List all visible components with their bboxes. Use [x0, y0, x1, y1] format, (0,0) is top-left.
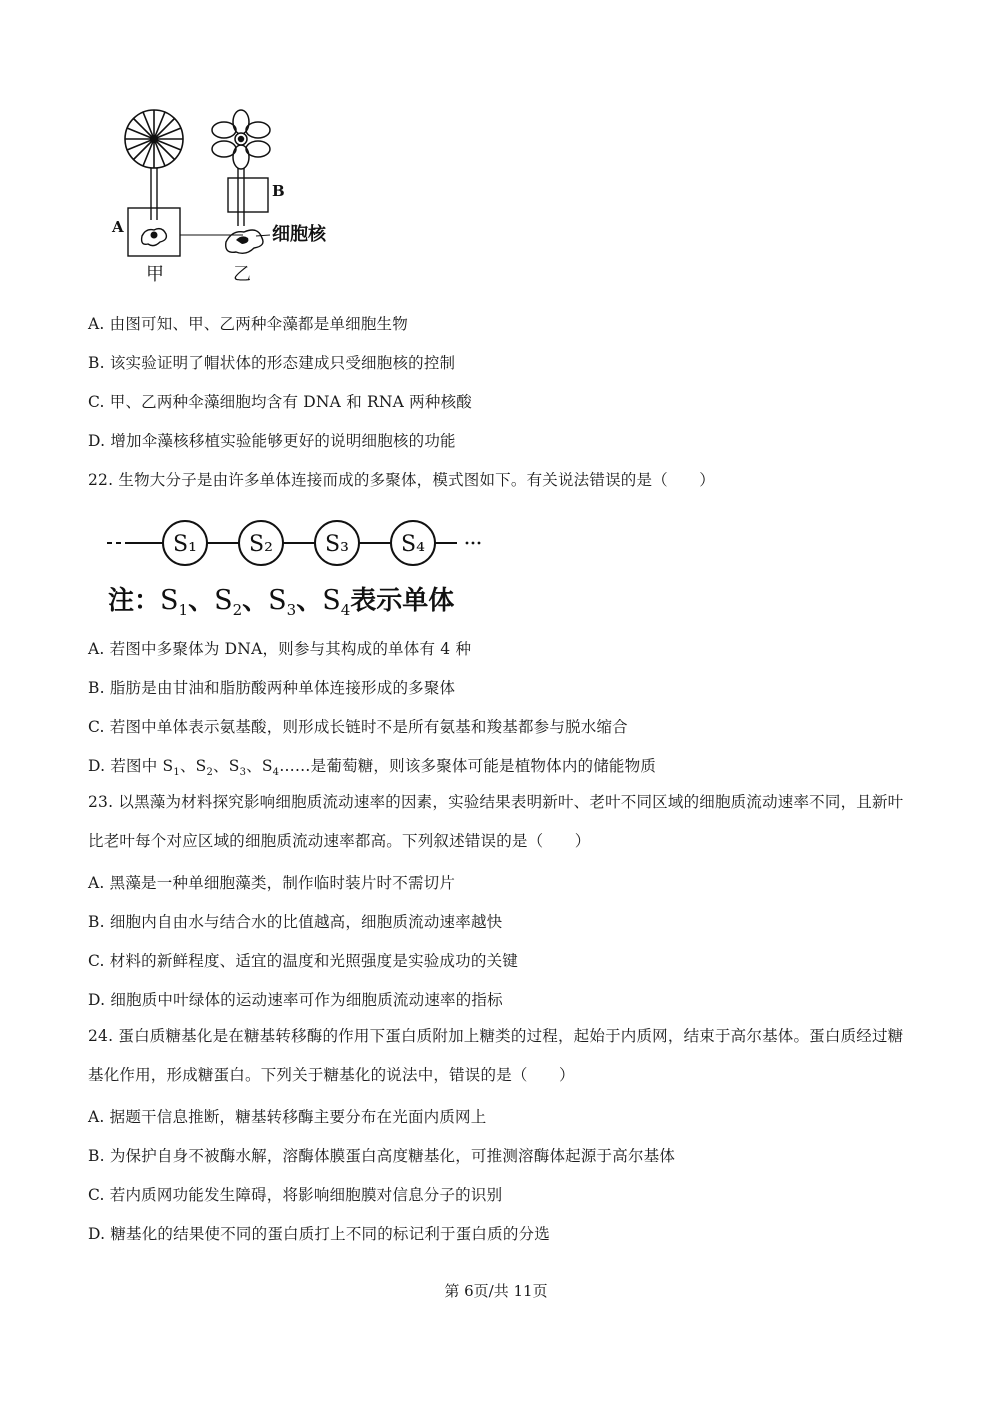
- monomer-label: S₃: [325, 532, 349, 557]
- label-jia: 甲: [146, 264, 164, 285]
- q22-option-d: D. 若图中 $S_1$、$S_2$、$S_3$、$S_4\dots\dots$是葡萄糖，则该多聚体可能是植物体内的储能物质: [88, 757, 657, 779]
- label-nucleus: 细胞核: [272, 224, 326, 245]
- cap-yi: [212, 110, 270, 169]
- q23-stem: 23. 以黑藻为材料探究影响细胞质流动速率的因素，实验结果表明新叶、老叶不同区域的细胞质流动速率不同，且新叶比老叶每个对应区域的细胞质流动速率都高。下列叙述错误的是（ ）: [88, 793, 904, 850]
- q23-option-d: D. 细胞质中叶绿体的运动速率可作为细胞质流动速率的指标: [88, 991, 503, 1009]
- monomer-circle: [239, 521, 283, 565]
- monomer-label: S₁: [173, 532, 197, 557]
- cap-jia: [125, 110, 183, 168]
- label-b: B: [272, 182, 285, 200]
- monomer-label: S₄: [401, 532, 425, 557]
- box-b: [228, 178, 268, 212]
- q24-option-b: B. 为保护自身不被酶水解，溶酶体膜蛋白高度糖基化，可推测溶酶体起源于高尔基体: [88, 1147, 676, 1165]
- monomer-label: S₂: [249, 532, 273, 557]
- q21-option-c: C. 甲、乙两种伞藻细胞均含有 DNA 和 RNA 两种核酸: [88, 393, 472, 411]
- monomer-circle: [315, 521, 359, 565]
- q21-option-d: D. 增加伞藻核移植实验能够更好的说明细胞核的功能: [88, 432, 456, 450]
- q24-stem: 24. 蛋白质糖基化是在糖基转移酶的作用下蛋白质附加上糖类的过程，起始于内质网，结束于高尔基体。蛋白质经过糖基化作用，形成糖蛋白。下列关于糖基化的说法中，错误的是（ ）: [88, 1027, 904, 1084]
- q22-stem: 22. 生物大分子是由许多单体连接而成的多聚体，模式图如下。有关说法错误的是（ ）: [88, 471, 715, 489]
- q21-option-a: A. 由图可知、甲、乙两种伞藻都是单细胞生物: [88, 315, 408, 333]
- acetabularia-figure: [108, 108, 348, 288]
- q24-option-c: C. 若内质网功能发生障碍，将影响细胞膜对信息分子的识别: [88, 1186, 503, 1204]
- label-a: A: [112, 218, 124, 236]
- q21-option-b: B. 该实验证明了帽状体的形态建成只受细胞核的控制: [88, 354, 456, 372]
- q24-option-d: D. 糖基化的结果使不同的蛋白质打上不同的标记利于蛋白质的分选: [88, 1225, 550, 1243]
- q23-option-b: B. 细胞内自由水与结合水的比值越高，细胞质流动速率越快: [88, 913, 503, 931]
- monomer-circle: [391, 521, 435, 565]
- q22-option-b: B. 脂肪是由甘油和脂肪酸两种单体连接形成的多聚体: [88, 679, 456, 697]
- q22-option-c: C. 若图中单体表示氨基酸，则形成长链时不是所有氨基和羧基都参与脱水缩合: [88, 718, 628, 736]
- monomer-circle: [163, 521, 207, 565]
- label-yi: 乙: [233, 264, 251, 285]
- polymer-note: 注：$S_1$、$S_2$、$S_3$、$S_4$表示单体: [108, 585, 455, 620]
- polymer-chain-figure: [105, 515, 505, 571]
- q24-option-a: A. 据题干信息推断，糖基转移酶主要分布在光面内质网上: [88, 1108, 487, 1126]
- q22-option-a: A. 若图中多聚体为 DNA，则参与其构成的单体有 4 种: [88, 640, 472, 658]
- q23-option-c: C. 材料的新鲜程度、适宜的温度和光照强度是实验成功的关键: [88, 952, 518, 970]
- page-number: 第 6页/共 11页: [444, 1282, 548, 1300]
- q23-option-a: A. 黑藻是一种单细胞藻类，制作临时装片时不需切片: [88, 874, 456, 892]
